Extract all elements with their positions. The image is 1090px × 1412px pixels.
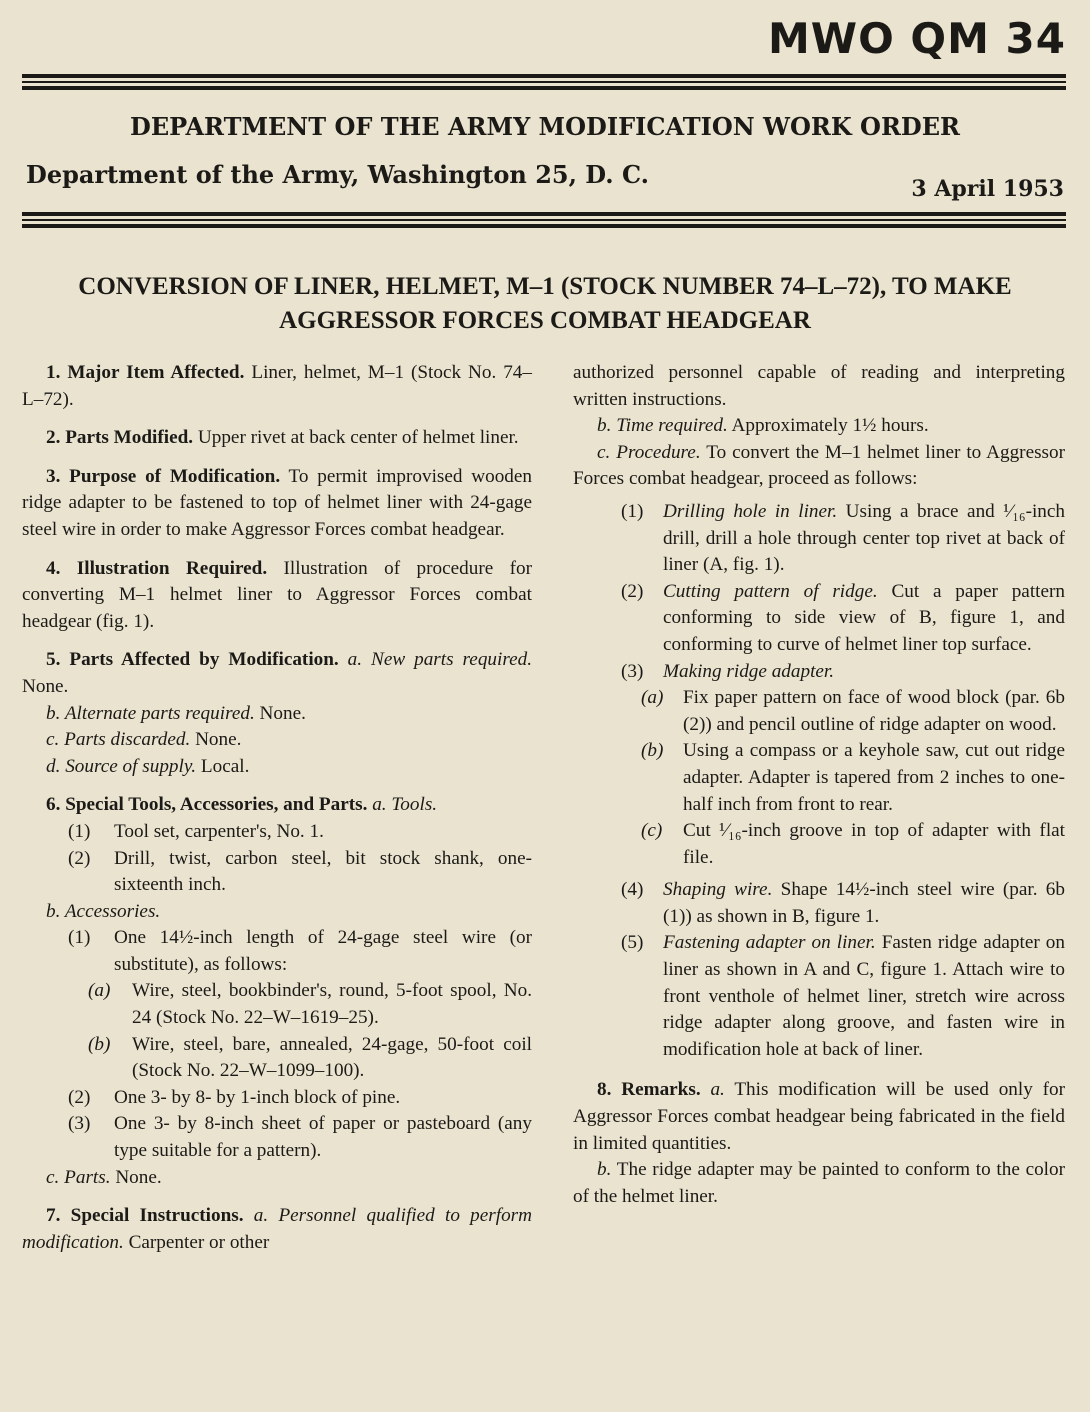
list-number: (1): [68, 927, 91, 949]
department-location: Department of the Army, Washington 25, D. C.: [26, 160, 650, 189]
paragraph-2-text: Upper rivet at back center of helmet liner.: [193, 427, 519, 449]
item-text: Approximately 1½ hours.: [727, 415, 929, 437]
right-column: [573, 360, 1065, 1210]
step-title: Making ridge adapter.: [663, 660, 835, 682]
department-title: DEPARTMENT OF THE ARMY MODIFICATION WORK ORDER: [130, 112, 960, 141]
list-item: [573, 818, 1065, 871]
paragraph-1-heading: 1. Major Item Affected.: [46, 362, 245, 383]
step-text: Shape 14½-inch steel wire (par. 6b (1)) as shown in B, figure 1.: [663, 879, 1065, 927]
item-text: None.: [190, 729, 242, 751]
paragraph-4: [22, 556, 532, 636]
item-text: This modification will be used only for Aggressor Forces combat headgear being fabricated in the field in limited quantities.: [573, 1079, 1066, 1154]
paragraph-1: [22, 360, 532, 413]
title-line-2: AGGRESSOR FORCES COMBAT HEADGEAR: [279, 307, 811, 334]
list-item: [573, 579, 1065, 659]
list-text: Cut ¹⁄₁₆-inch groove in top of adapter with flat file.: [683, 820, 1065, 868]
list-item: [22, 925, 532, 978]
paragraph-3-text: To permit improvised wooden ridge adapter to be fastened to top of helmet liner with 24-gage steel wire in order to make Aggressor Forces combat headgear.: [22, 465, 532, 540]
list-number: (a): [641, 687, 664, 709]
paragraph-2-heading: 2. Parts Modified.: [46, 427, 194, 449]
list-number: (2): [68, 1086, 91, 1108]
list-item: [22, 1085, 532, 1112]
item-title: Parts discarded.: [59, 729, 191, 751]
list-text: One 3- by 8- by 1-inch block of pine.: [114, 1086, 401, 1108]
paragraph-5d: [22, 754, 532, 781]
list-number: (b): [641, 740, 664, 762]
paragraph-6c: [22, 1165, 532, 1192]
list-number: (3): [621, 660, 644, 682]
item-text: None.: [110, 1166, 162, 1188]
paragraph-5b: [22, 701, 532, 728]
list-item: [573, 685, 1065, 738]
list-item: [22, 819, 532, 846]
document-title: [0, 270, 1090, 338]
item-text: None.: [22, 675, 69, 697]
list-text: Using a compass or a keyhole saw, cut out ridge adapter. Adapter is tapered from 2 inches to one-half inch from front to rear.: [683, 740, 1065, 815]
list-number: (2): [68, 847, 91, 869]
item-title: Personnel qualified to perform modification.: [22, 1205, 532, 1253]
paragraph-7b: [573, 413, 1065, 440]
paragraph-3-heading: 3. Purpose of Modification.: [46, 465, 281, 487]
item-text: Carpenter or other: [123, 1231, 270, 1253]
list-number: (2): [621, 580, 644, 602]
list-number: (1): [621, 500, 644, 522]
list-number: (3): [68, 1113, 91, 1135]
list-item: [573, 738, 1065, 818]
item-title: New parts required.: [362, 649, 532, 671]
paragraph-2: [22, 425, 532, 452]
list-number: (5): [621, 932, 644, 954]
list-item: [573, 877, 1065, 930]
paragraph-1-text: Liner, helmet, M–1 (Stock No. 74–L–72).: [22, 362, 532, 410]
list-number: (1): [68, 820, 91, 842]
item-text: Local.: [196, 755, 250, 777]
paragraph-7c: [573, 440, 1065, 493]
list-item: [573, 930, 1065, 1063]
item-title: Parts.: [59, 1166, 111, 1188]
step-text: Cut a paper pattern conforming to side view of B, figure 1, and conforming to curve of helmet liner top surface.: [663, 580, 1065, 655]
paragraph-5-heading: 5. Parts Affected by Modification.: [46, 649, 339, 671]
item-title: Alternate parts required.: [60, 702, 255, 724]
list-text: [663, 499, 1065, 579]
list-text: Wire, steel, bare, annealed, 24-gage, 50-foot coil (Stock No. 22–W–1099–100).: [132, 1033, 532, 1082]
document-date: 3 April 1953: [911, 176, 1064, 202]
list-text: One 14½-inch length of 24-gage steel wire (or substitute), as follows:: [114, 927, 532, 975]
item-label: c.: [46, 1166, 60, 1188]
item-title: Accessories.: [60, 900, 161, 922]
paragraph-8-heading: 8. Remarks.: [597, 1079, 701, 1101]
step-text: Fasten ridge adapter on liner as shown in A and C, figure 1. Attach wire to front venthole of helmet liner, stretch wire across ridge adapter along groove, and fasten wire in modification hole at back of liner.: [663, 932, 1065, 1060]
mwo-number: MWO QM 34: [767, 14, 1066, 63]
paragraph-7a-continued: authorized personnel capable of reading and interpreting written instructions.: [573, 362, 1065, 410]
paragraph-7: [22, 1203, 532, 1256]
paragraph-7-heading: 7. Special Instructions.: [46, 1205, 244, 1227]
list-text: One 3- by 8-inch sheet of paper or pasteboard (any type suitable for a pattern).: [114, 1113, 532, 1162]
item-label: b.: [46, 702, 61, 724]
paragraph-6-heading: 6. Special Tools, Accessories, and Parts.: [46, 794, 368, 816]
list-item: [22, 1032, 532, 1085]
list-item: [573, 659, 1065, 686]
list-number: (a): [88, 980, 111, 1002]
paragraph-8b: [573, 1157, 1065, 1210]
paragraph-3: [22, 464, 532, 544]
list-text: Drill, twist, carbon steel, bit stock shank, one-sixteenth inch.: [114, 847, 532, 896]
step-title: Shaping wire.: [663, 879, 773, 901]
top-double-rule: [22, 74, 1066, 90]
list-number: (b): [88, 1033, 111, 1055]
item-label: a.: [700, 1079, 725, 1101]
item-text: The ridge adapter may be painted to conform to the color of the helmet liner.: [573, 1159, 1065, 1207]
item-label: d.: [46, 755, 61, 777]
item-title: Time required.: [611, 415, 728, 437]
item-label: b.: [597, 415, 612, 437]
item-label: a.: [338, 649, 363, 671]
item-label: a.: [243, 1205, 269, 1227]
paragraph-4-text: Illustration of procedure for converting M–1 helmet liner to Aggressor Forces combat headgear (fig. 1).: [22, 557, 532, 632]
list-number: (4): [621, 879, 644, 901]
item-text: None.: [254, 702, 306, 724]
list-item: [22, 846, 532, 899]
step-text: Using a brace and ¹⁄₁₆-inch drill, drill a hole through center top rivet at back of liner (A, fig. 1).: [663, 500, 1066, 576]
paragraph-6: [22, 792, 532, 819]
list-text: Tool set, carpenter's, No. 1.: [114, 820, 324, 842]
item-label: b.: [597, 1159, 612, 1181]
item-title: Tools.: [386, 794, 438, 816]
paragraph-4-heading: 4. Illustration Required.: [46, 557, 268, 579]
paragraph-5: [22, 647, 532, 700]
list-text: [663, 579, 1065, 659]
title-line-1: CONVERSION OF LINER, HELMET, M–1 (STOCK NUMBER 74–L–72), TO MAKE: [78, 273, 1012, 300]
step-title: Drilling hole in liner.: [663, 500, 838, 522]
step-title: Fastening adapter on liner.: [663, 932, 876, 954]
list-item: [573, 499, 1065, 579]
list-text: [663, 930, 1065, 1063]
list-text: [663, 877, 1065, 930]
item-label: c.: [597, 441, 611, 463]
item-title: Source of supply.: [60, 755, 197, 777]
step-title: Cutting pattern of ridge.: [663, 580, 878, 602]
list-item: [22, 978, 532, 1031]
item-label: c.: [46, 729, 60, 751]
list-item: [22, 1111, 532, 1164]
list-text: Fix paper pattern on face of wood block (par. 6b (2)) and pencil outline of ridge adapter on wood.: [683, 687, 1065, 735]
paragraph-5c: [22, 727, 532, 754]
bottom-double-rule: [22, 212, 1066, 228]
list-text: Wire, steel, bookbinder's, round, 5-foot spool, No. 24 (Stock No. 22–W–1619–25).: [132, 980, 532, 1029]
paragraph-8: [573, 1077, 1065, 1157]
paragraph-6b: [22, 899, 532, 926]
item-label: a.: [367, 794, 387, 816]
left-column: [22, 360, 532, 1256]
list-number: (c): [641, 820, 663, 842]
item-text: To convert the M–1 helmet liner to Aggressor Forces combat headgear, proceed as follows:: [573, 441, 1065, 490]
item-label: b.: [46, 900, 61, 922]
item-title: Procedure.: [610, 441, 701, 463]
